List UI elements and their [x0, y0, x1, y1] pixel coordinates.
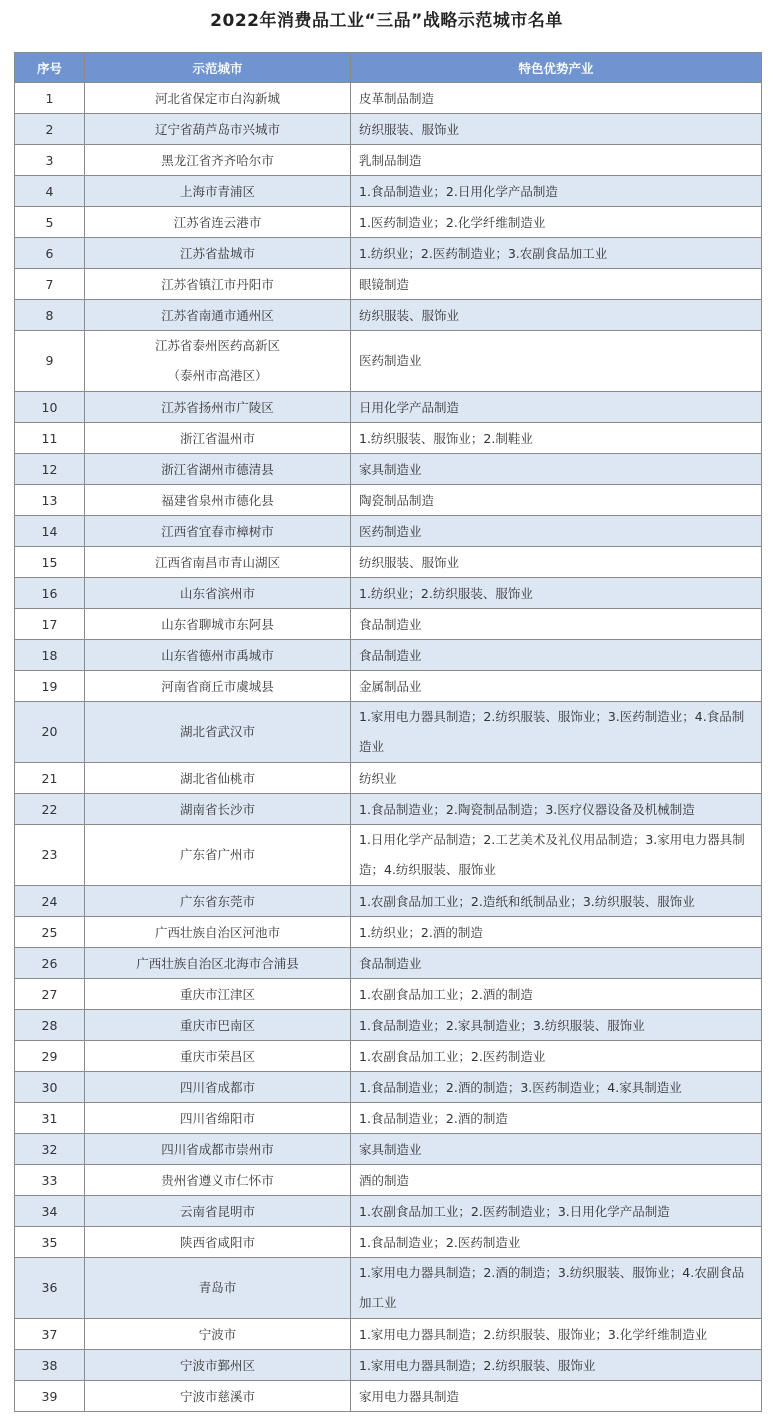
row-industry: 酒的制造 [351, 1165, 762, 1196]
row-number: 5 [15, 207, 85, 238]
table-row [15, 578, 762, 609]
row-city: 江苏省连云港市 [85, 207, 351, 238]
row-city: 福建省泉州市德化县 [85, 485, 351, 516]
table-row [15, 1350, 762, 1381]
row-number: 23 [15, 825, 85, 886]
row-industry: 1.食品制造业；2.日用化学产品制造 [351, 176, 762, 207]
row-number: 39 [15, 1381, 85, 1412]
table-header-row [15, 53, 762, 83]
row-number: 27 [15, 979, 85, 1010]
row-city: 江苏省扬州市广陵区 [85, 392, 351, 423]
row-number: 15 [15, 547, 85, 578]
row-number: 19 [15, 671, 85, 702]
row-industry: 日用化学产品制造 [351, 392, 762, 423]
row-number: 12 [15, 454, 85, 485]
table-row [15, 917, 762, 948]
row-city: 上海市青浦区 [85, 176, 351, 207]
table-row [15, 145, 762, 176]
row-industry: 陶瓷制品制造 [351, 485, 762, 516]
table-row [15, 331, 762, 392]
table-row [15, 238, 762, 269]
row-city: 宁波市 [85, 1319, 351, 1350]
row-city: 四川省成都市崇州市 [85, 1134, 351, 1165]
table-row [15, 485, 762, 516]
table-row [15, 300, 762, 331]
row-city: 江西省南昌市青山湖区 [85, 547, 351, 578]
table-row [15, 454, 762, 485]
row-city: 河南省商丘市虞城县 [85, 671, 351, 702]
row-number: 25 [15, 917, 85, 948]
row-industry: 1.家用电力器具制造；2.纺织服装、服饰业；3.医药制造业；4.食品制造业 [351, 702, 762, 763]
row-number: 7 [15, 269, 85, 300]
row-industry: 1.家用电力器具制造；2.纺织服装、服饰业；3.化学纤维制造业 [351, 1319, 762, 1350]
row-city: 广西壮族自治区北海市合浦县 [85, 948, 351, 979]
row-industry: 1.纺织业；2.纺织服装、服饰业 [351, 578, 762, 609]
row-city: 辽宁省葫芦岛市兴城市 [85, 114, 351, 145]
table-row [15, 114, 762, 145]
row-city: 浙江省湖州市德清县 [85, 454, 351, 485]
row-industry: 家具制造业 [351, 454, 762, 485]
row-industry: 1.家用电力器具制造；2.酒的制造；3.纺织服装、服饰业；4.农副食品加工业 [351, 1258, 762, 1319]
row-number: 8 [15, 300, 85, 331]
row-city: 青岛市 [85, 1258, 351, 1319]
row-number: 14 [15, 516, 85, 547]
table-row [15, 825, 762, 886]
row-number: 17 [15, 609, 85, 640]
row-number: 26 [15, 948, 85, 979]
row-city: 河北省保定市白沟新城 [85, 83, 351, 114]
table-row [15, 948, 762, 979]
table-row [15, 1072, 762, 1103]
table-body [15, 83, 762, 1412]
table-row [15, 269, 762, 300]
row-industry: 纺织业 [351, 763, 762, 794]
row-number: 30 [15, 1072, 85, 1103]
row-industry: 1.食品制造业；2.医药制造业 [351, 1227, 762, 1258]
row-city: 宁波市慈溪市 [85, 1381, 351, 1412]
row-industry: 1.家用电力器具制造；2.纺织服装、服饰业 [351, 1350, 762, 1381]
row-city: 重庆市荣昌区 [85, 1041, 351, 1072]
row-number: 31 [15, 1103, 85, 1134]
row-city: 湖南省长沙市 [85, 794, 351, 825]
row-city: 四川省成都市 [85, 1072, 351, 1103]
row-number: 10 [15, 392, 85, 423]
row-industry: 皮革制品制造 [351, 83, 762, 114]
row-number: 9 [15, 331, 85, 392]
table-row [15, 423, 762, 454]
row-industry: 医药制造业 [351, 516, 762, 547]
row-industry: 1.农副食品加工业；2.造纸和纸制品业；3.纺织服装、服饰业 [351, 886, 762, 917]
row-city: 江苏省泰州医药高新区 （泰州市高港区） [85, 331, 351, 392]
row-number: 2 [15, 114, 85, 145]
table-row [15, 1258, 762, 1319]
table-row [15, 176, 762, 207]
row-city: 广西壮族自治区河池市 [85, 917, 351, 948]
row-industry: 纺织服装、服饰业 [351, 300, 762, 331]
table-row [15, 207, 762, 238]
row-industry: 食品制造业 [351, 640, 762, 671]
row-city: 浙江省温州市 [85, 423, 351, 454]
table-row [15, 392, 762, 423]
row-city: 江苏省南通市通州区 [85, 300, 351, 331]
row-number: 16 [15, 578, 85, 609]
row-industry: 1.纺织业；2.医药制造业；3.农副食品加工业 [351, 238, 762, 269]
row-number: 28 [15, 1010, 85, 1041]
row-industry: 眼镜制造 [351, 269, 762, 300]
table-row [15, 1103, 762, 1134]
row-industry: 金属制品业 [351, 671, 762, 702]
table-row [15, 1319, 762, 1350]
row-number: 11 [15, 423, 85, 454]
row-city: 宁波市鄞州区 [85, 1350, 351, 1381]
row-number: 13 [15, 485, 85, 516]
row-number: 32 [15, 1134, 85, 1165]
row-number: 1 [15, 83, 85, 114]
row-industry: 医药制造业 [351, 331, 762, 392]
table-row [15, 702, 762, 763]
row-city: 江西省宜春市樟树市 [85, 516, 351, 547]
row-number: 24 [15, 886, 85, 917]
row-industry: 1.农副食品加工业；2.酒的制造 [351, 979, 762, 1010]
row-industry: 家用电力器具制造 [351, 1381, 762, 1412]
row-number: 37 [15, 1319, 85, 1350]
row-city: 陕西省咸阳市 [85, 1227, 351, 1258]
table-row [15, 794, 762, 825]
row-city: 重庆市江津区 [85, 979, 351, 1010]
row-city: 江苏省镇江市丹阳市 [85, 269, 351, 300]
row-industry: 家具制造业 [351, 1134, 762, 1165]
row-city: 广东省广州市 [85, 825, 351, 886]
header-no: 序号 [15, 53, 85, 83]
page-title: 2022年消费品工业“三品”战略示范城市名单 [210, 11, 563, 31]
table-row [15, 609, 762, 640]
row-industry: 1.纺织业；2.酒的制造 [351, 917, 762, 948]
table-row [15, 1041, 762, 1072]
table-row [15, 547, 762, 578]
row-number: 36 [15, 1258, 85, 1319]
row-number: 20 [15, 702, 85, 763]
row-city: 云南省昆明市 [85, 1196, 351, 1227]
row-city: 广东省东莞市 [85, 886, 351, 917]
row-industry: 1.食品制造业；2.家具制造业；3.纺织服装、服饰业 [351, 1010, 762, 1041]
row-industry: 1.食品制造业；2.陶瓷制品制造；3.医疗仪器设备及机械制造 [351, 794, 762, 825]
table-row [15, 979, 762, 1010]
row-city: 重庆市巴南区 [85, 1010, 351, 1041]
row-number: 22 [15, 794, 85, 825]
row-number: 34 [15, 1196, 85, 1227]
row-city: 山东省滨州市 [85, 578, 351, 609]
table-row [15, 640, 762, 671]
row-number: 6 [15, 238, 85, 269]
header-industry: 特色优势产业 [351, 53, 762, 83]
row-number: 29 [15, 1041, 85, 1072]
header-city: 示范城市 [85, 53, 351, 83]
row-industry: 1.纺织服装、服饰业；2.制鞋业 [351, 423, 762, 454]
row-number: 18 [15, 640, 85, 671]
city-list-table [14, 52, 762, 1412]
row-industry: 1.食品制造业；2.酒的制造 [351, 1103, 762, 1134]
row-industry: 食品制造业 [351, 609, 762, 640]
row-city: 湖北省武汉市 [85, 702, 351, 763]
table-row [15, 1227, 762, 1258]
table-row [15, 83, 762, 114]
row-city: 黑龙江省齐齐哈尔市 [85, 145, 351, 176]
row-industry: 1.农副食品加工业；2.医药制造业 [351, 1041, 762, 1072]
row-number: 38 [15, 1350, 85, 1381]
row-industry: 1.农副食品加工业；2.医药制造业；3.日用化学产品制造 [351, 1196, 762, 1227]
row-number: 35 [15, 1227, 85, 1258]
table-row [15, 1010, 762, 1041]
row-number: 21 [15, 763, 85, 794]
table-row [15, 671, 762, 702]
row-city: 湖北省仙桃市 [85, 763, 351, 794]
table-row [15, 886, 762, 917]
row-industry: 食品制造业 [351, 948, 762, 979]
row-city: 四川省绵阳市 [85, 1103, 351, 1134]
row-number: 3 [15, 145, 85, 176]
row-number: 33 [15, 1165, 85, 1196]
row-industry: 1.日用化学产品制造；2.工艺美术及礼仪用品制造；3.家用电力器具制造；4.纺织服装、服饰业 [351, 825, 762, 886]
row-industry: 乳制品制造 [351, 145, 762, 176]
table-row [15, 1196, 762, 1227]
table-row [15, 1165, 762, 1196]
table-row [15, 1134, 762, 1165]
row-city: 山东省德州市禹城市 [85, 640, 351, 671]
table-row [15, 516, 762, 547]
row-city: 江苏省盐城市 [85, 238, 351, 269]
table-row [15, 763, 762, 794]
row-industry: 纺织服装、服饰业 [351, 547, 762, 578]
table-row [15, 1381, 762, 1412]
row-industry: 1.医药制造业；2.化学纤维制造业 [351, 207, 762, 238]
row-city: 山东省聊城市东阿县 [85, 609, 351, 640]
row-industry: 纺织服装、服饰业 [351, 114, 762, 145]
row-number: 4 [15, 176, 85, 207]
row-city: 贵州省遵义市仁怀市 [85, 1165, 351, 1196]
row-industry: 1.食品制造业；2.酒的制造；3.医药制造业；4.家具制造业 [351, 1072, 762, 1103]
